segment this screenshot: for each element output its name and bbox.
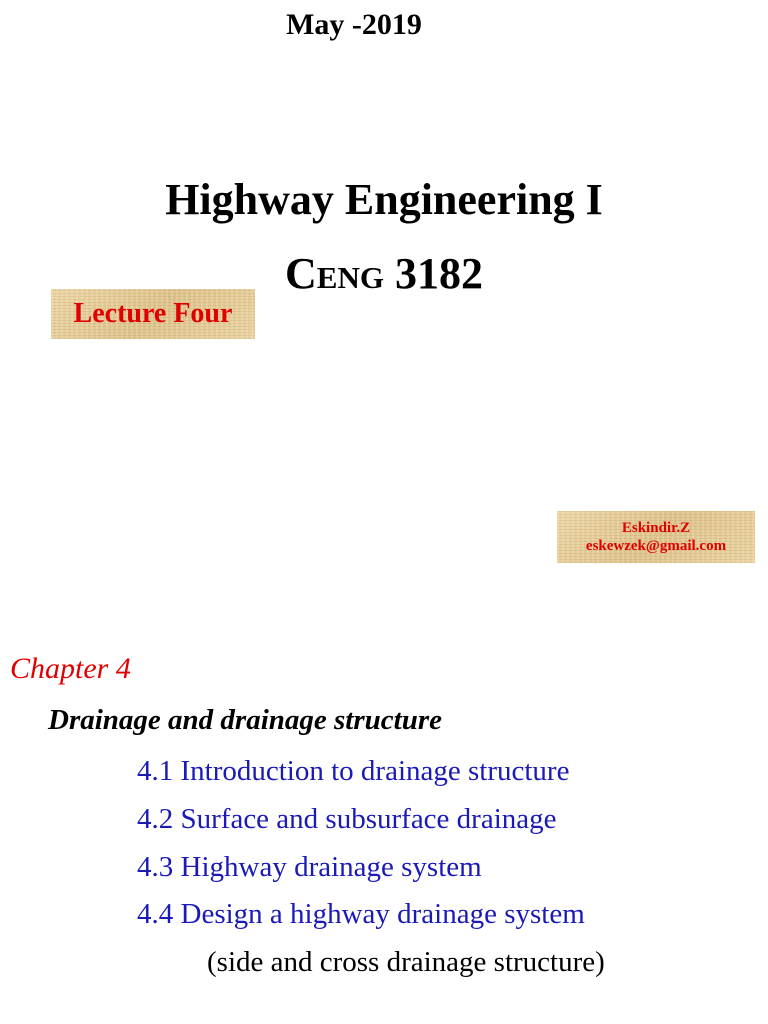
toc-item-note: (side and cross drainage structure) bbox=[207, 946, 605, 978]
document-date: May -2019 bbox=[286, 8, 422, 41]
course-title: Highway Engineering I bbox=[165, 175, 603, 224]
toc-item-4-1: 4.1 Introduction to drainage structure bbox=[137, 755, 570, 787]
lecture-label: Lecture Four bbox=[73, 298, 233, 329]
author-name: Eskindir.Z bbox=[621, 520, 691, 536]
chapter-subtitle: Drainage and drainage structure bbox=[48, 704, 442, 736]
chapter-label: Chapter 4 bbox=[10, 652, 131, 685]
author-email: eskewzek@gmail.com bbox=[585, 538, 727, 554]
toc-item-4-2: 4.2 Surface and subsurface drainage bbox=[137, 803, 557, 835]
toc-item-4-4: 4.4 Design a highway drainage system bbox=[137, 898, 585, 930]
toc-item-4-3: 4.3 Highway drainage system bbox=[137, 851, 482, 883]
lecture-badge bbox=[51, 289, 255, 339]
author-badge bbox=[557, 511, 755, 563]
course-code: Ceng 3182 bbox=[285, 249, 483, 298]
